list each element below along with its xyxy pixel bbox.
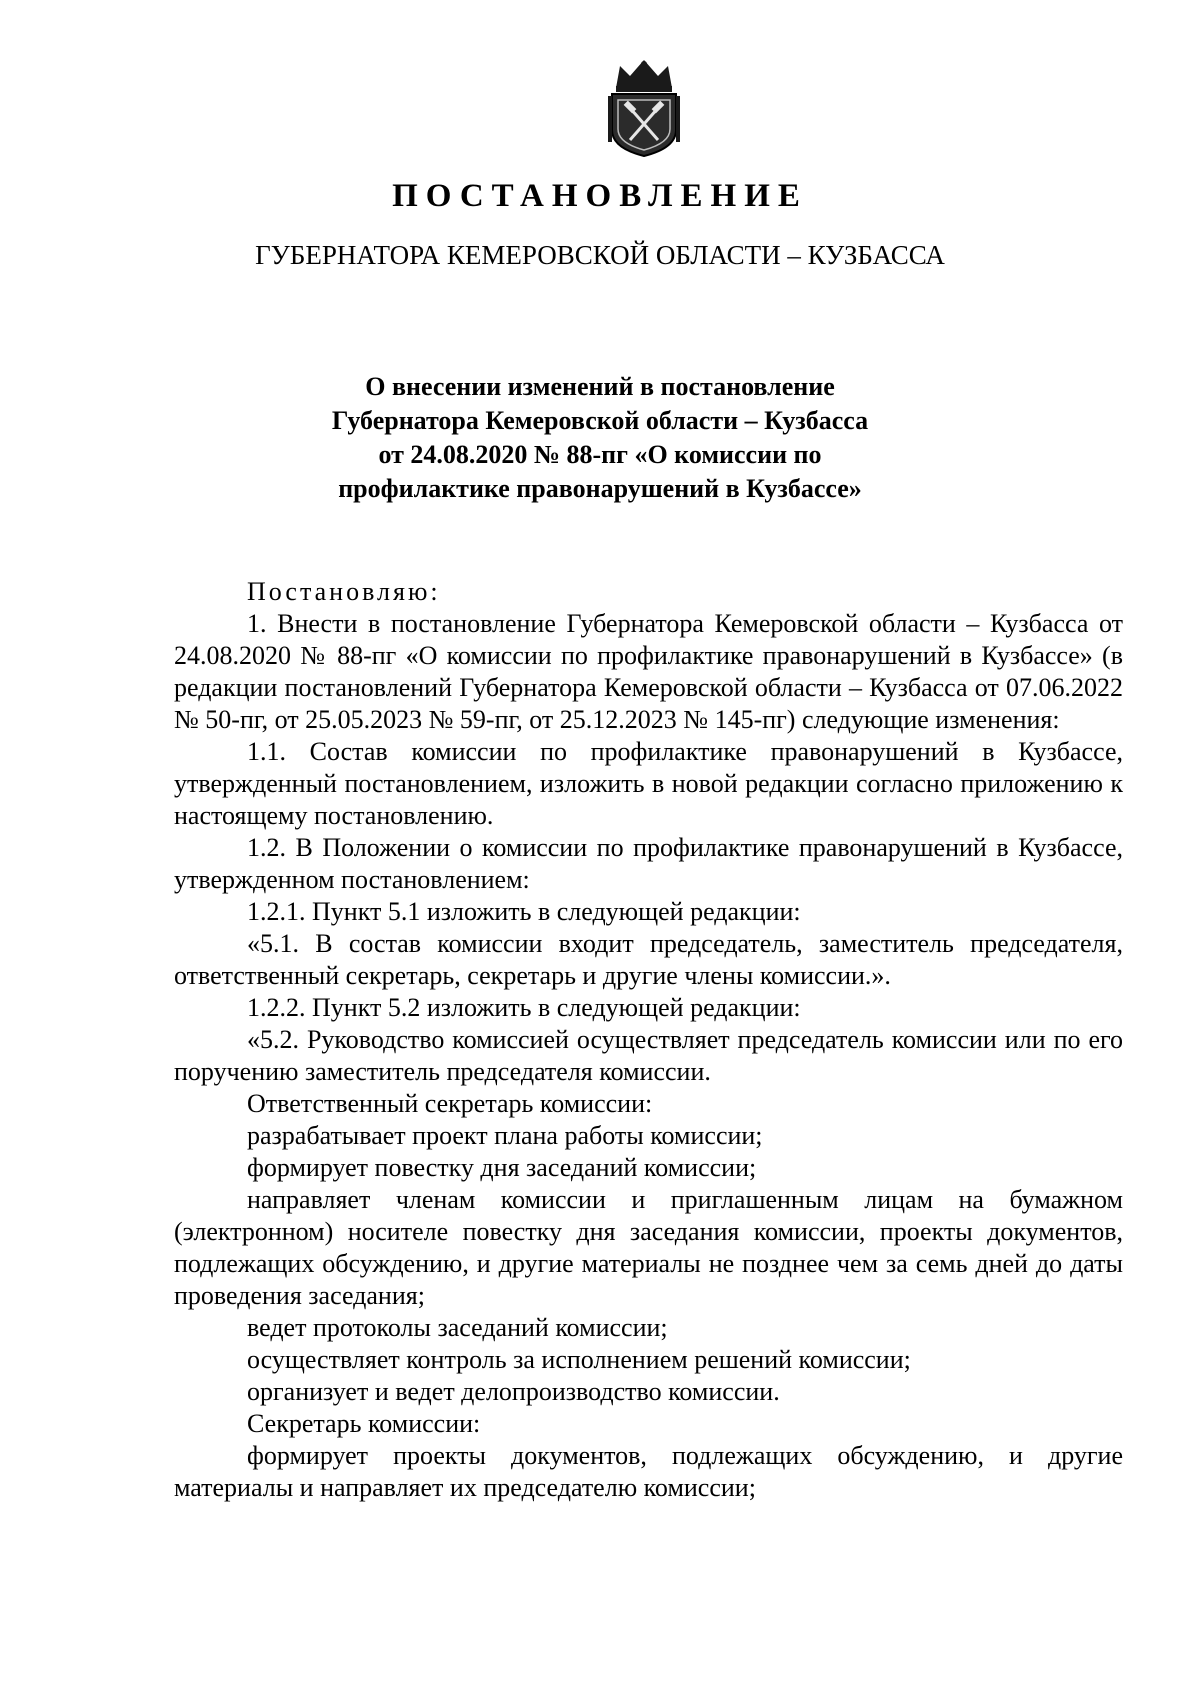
body-paragraph: направляет членам комиссии и приглашенным лицам на бумажном (электронном) носителе повестку дня заседания комиссии, проекты документов, подлежащих обсуждению, и другие материалы не позднее чем за семь дней до даты проведения заседания; — [174, 1185, 1123, 1310]
body-paragraph: разрабатывает проект плана работы комиссии; — [247, 1121, 763, 1150]
issuer-heading: ГУБЕРНАТОРА КЕМЕРОВСКОЙ ОБЛАСТИ – КУЗБАССА — [255, 240, 945, 270]
body-paragraph: формирует проекты документов, подлежащих обсуждению, и другие материалы и направляет их председателю комиссии; — [174, 1441, 1123, 1502]
body-paragraph: «5.2. Руководство комиссией осуществляет председатель комиссии или по его поручению заместитель председателя комиссии. — [174, 1025, 1123, 1086]
title-line: О внесении изменений в постановление — [365, 372, 835, 401]
body-paragraph: Секретарь комиссии: — [247, 1409, 481, 1438]
body-paragraph: организует и ведет делопроизводство комиссии. — [247, 1377, 780, 1406]
title-line: профилактике правонарушений в Кузбассе» — [338, 474, 862, 503]
body-paragraph: Ответственный секретарь комиссии: — [247, 1089, 653, 1118]
document-title — [300, 370, 900, 506]
body-paragraph: 1. Внести в постановление Губернатора Кемеровской области – Кузбасса от 24.08.2020 № 88-пг «О комиссии по профилактике правонарушений в Кузбассе» (в редакции постановлений Губернатора Кемеровской области – Кузбасса от 07.06.2022 № 50-пг, от 25.05.2023 № 59-пг, от 25.12.2023 № 145-пг) следующие изменения: — [174, 609, 1123, 734]
body-paragraph: 1.1. Состав комиссии по профилактике правонарушений в Кузбассе, утвержденный постановлением, изложить в новой редакции согласно приложению к настоящему постановлению. — [174, 737, 1123, 830]
title-line: Губернатора Кемеровской области – Кузбасса — [331, 406, 869, 435]
title-line: от 24.08.2020 № 88-пг «О комиссии по — [378, 440, 822, 469]
body-paragraph: ведет протоколы заседаний комиссии; — [247, 1313, 668, 1342]
body-paragraph: 1.2. В Положении о комиссии по профилактике правонарушений в Кузбассе, утвержденном постановлением: — [174, 833, 1123, 894]
body-paragraph: «5.1. В состав комиссии входит председатель, заместитель председателя, ответственный секретарь, секретарь и другие члены комиссии.». — [174, 929, 1123, 990]
body-paragraph: 1.2.1. Пункт 5.1 изложить в следующей редакции: — [247, 897, 801, 926]
body-paragraph: формирует повестку дня заседаний комиссии; — [247, 1153, 757, 1182]
enacting-clause: Постановляю: — [247, 577, 441, 606]
body-paragraph: 1.2.2. Пункт 5.2 изложить в следующей редакции: — [247, 993, 801, 1022]
document-body — [174, 576, 1123, 1504]
coat-of-arms-icon — [606, 58, 682, 158]
body-paragraph: осуществляет контроль за исполнением решений комиссии; — [247, 1345, 911, 1374]
document-type-heading: ПОСТАНОВЛЕНИЕ — [392, 178, 808, 214]
